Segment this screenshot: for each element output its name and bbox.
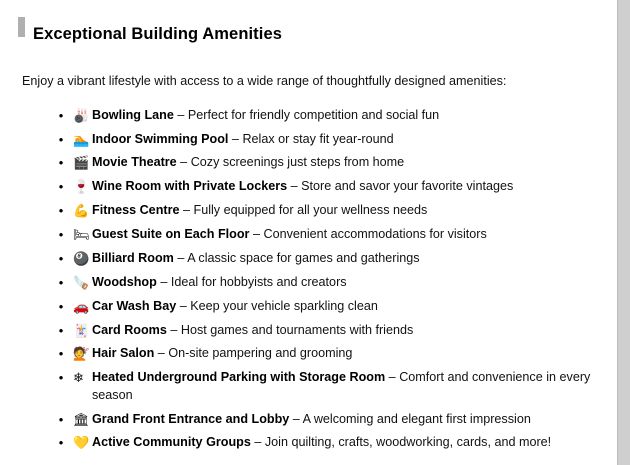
amenity-name: Indoor Swimming Pool [92, 131, 229, 146]
amenity-description: A classic space for games and gatherings [187, 250, 420, 265]
flexed-biceps-icon: 💪 [73, 203, 90, 219]
list-item [56, 322, 604, 339]
amenity-description: Join quilting, crafts, woodworking, cards, and more! [264, 435, 552, 450]
list-item [56, 226, 604, 243]
wine-glass-icon: 🍷 [73, 179, 90, 195]
snowflake-icon: ❄ [73, 370, 84, 386]
list-item [56, 411, 604, 428]
amenity-description: Host games and tournaments with friends [180, 322, 414, 337]
amenity-dash: – [173, 250, 188, 265]
list-bullet: • [58, 131, 64, 147]
list-bullet: • [58, 370, 64, 386]
amenity-name: Movie Theatre [92, 155, 177, 170]
movie-clapper-icon: 🎬 [73, 155, 90, 171]
list-item [56, 154, 604, 171]
amenity-dash: – [228, 131, 243, 146]
list-item [56, 250, 604, 267]
amenity-description: Cozy screenings just steps from home [190, 155, 405, 170]
amenity-name: Bowling Lane [92, 107, 174, 122]
list-bullet: • [58, 155, 64, 171]
amenity-dash: – [173, 107, 188, 122]
list-bullet: • [58, 203, 64, 219]
amenity-name: Car Wash Bay [92, 298, 177, 313]
yellow-heart-icon: 💛 [73, 435, 90, 451]
intro-paragraph: Enjoy a vibrant lifestyle with access to a wide range of thoughtfully designed amenities: [22, 73, 507, 88]
list-bullet: • [58, 107, 64, 123]
amenity-name: Fitness Centre [92, 203, 180, 218]
amenity-description: On-site pampering and grooming [168, 346, 353, 361]
list-bullet: • [58, 435, 64, 451]
list-item [56, 298, 604, 315]
amenity-dash: – [289, 411, 303, 426]
page-title: Exceptional Building Amenities [33, 25, 283, 44]
amenity-name: Hair Salon [92, 346, 155, 361]
amenities-list [18, 107, 604, 452]
amenity-name: Wine Room with Private Lockers [92, 179, 288, 194]
list-item [56, 107, 604, 124]
list-item [56, 369, 604, 404]
amenity-description: Comfort and convenience in every season [92, 370, 591, 402]
list-bullet: • [58, 250, 64, 266]
haircut-icon: 💇 [73, 346, 90, 362]
amenity-dash: – [176, 298, 191, 313]
amenity-description: Keep your vehicle sparkling clean [190, 298, 378, 313]
title-marker [18, 17, 25, 37]
amenity-dash: – [156, 274, 171, 289]
amenity-description: Relax or stay fit year-round [242, 131, 394, 146]
amenity-dash: – [154, 346, 169, 361]
amenity-dash: – [250, 435, 265, 450]
list-bullet: • [58, 322, 64, 338]
amenity-dash: – [385, 370, 400, 385]
bowling-icon: 🎳 [73, 107, 90, 123]
amenity-dash: – [176, 155, 191, 170]
amenity-description: Perfect for friendly competition and social fun [187, 107, 440, 122]
amenity-dash: – [179, 203, 194, 218]
amenity-name: Heated Underground Parking with Storage Room [92, 370, 386, 385]
playing-cards-icon: 🃏 [73, 322, 90, 338]
amenity-description: A welcoming and elegant first impression [302, 411, 531, 426]
car-icon: 🚗 [73, 298, 90, 314]
amenity-name: Guest Suite on Each Floor [92, 227, 250, 242]
list-item [56, 178, 604, 195]
amenity-dash: – [249, 227, 264, 242]
classical-building-icon: 🏛 [73, 411, 90, 427]
billiard-ball-icon: 🎱 [73, 250, 90, 266]
swimming-pool-icon: 🏊 [73, 131, 90, 147]
list-item [56, 202, 604, 219]
page-title-row [18, 0, 604, 56]
list-item [56, 131, 604, 148]
list-item [56, 345, 604, 362]
list-bullet: • [58, 227, 64, 243]
amenity-name: Grand Front Entrance and Lobby [92, 411, 290, 426]
scrollbar-gutter[interactable] [617, 0, 630, 465]
list-bullet: • [58, 179, 64, 195]
amenity-description: Convenient accommodations for visitors [263, 227, 487, 242]
list-bullet: • [58, 411, 64, 427]
amenity-description: Fully equipped for all your wellness needs [193, 203, 428, 218]
list-item [56, 434, 604, 451]
amenity-name: Active Community Groups [92, 435, 251, 450]
amenity-dash: – [166, 322, 181, 337]
bed-icon: 🛏 [73, 227, 90, 243]
amenity-name: Card Rooms [92, 322, 167, 337]
list-bullet: • [58, 298, 64, 314]
amenity-description: Store and savor your favorite vintages [301, 179, 514, 194]
list-bullet: • [58, 346, 64, 362]
amenity-name: Woodshop [92, 274, 157, 289]
woodshop-tool-icon: 🪚 [73, 274, 90, 290]
amenity-dash: – [287, 179, 302, 194]
amenity-name: Billiard Room [92, 250, 174, 265]
list-bullet: • [58, 274, 64, 290]
list-item [56, 274, 604, 291]
amenity-description: Ideal for hobbyists and creators [170, 274, 347, 289]
